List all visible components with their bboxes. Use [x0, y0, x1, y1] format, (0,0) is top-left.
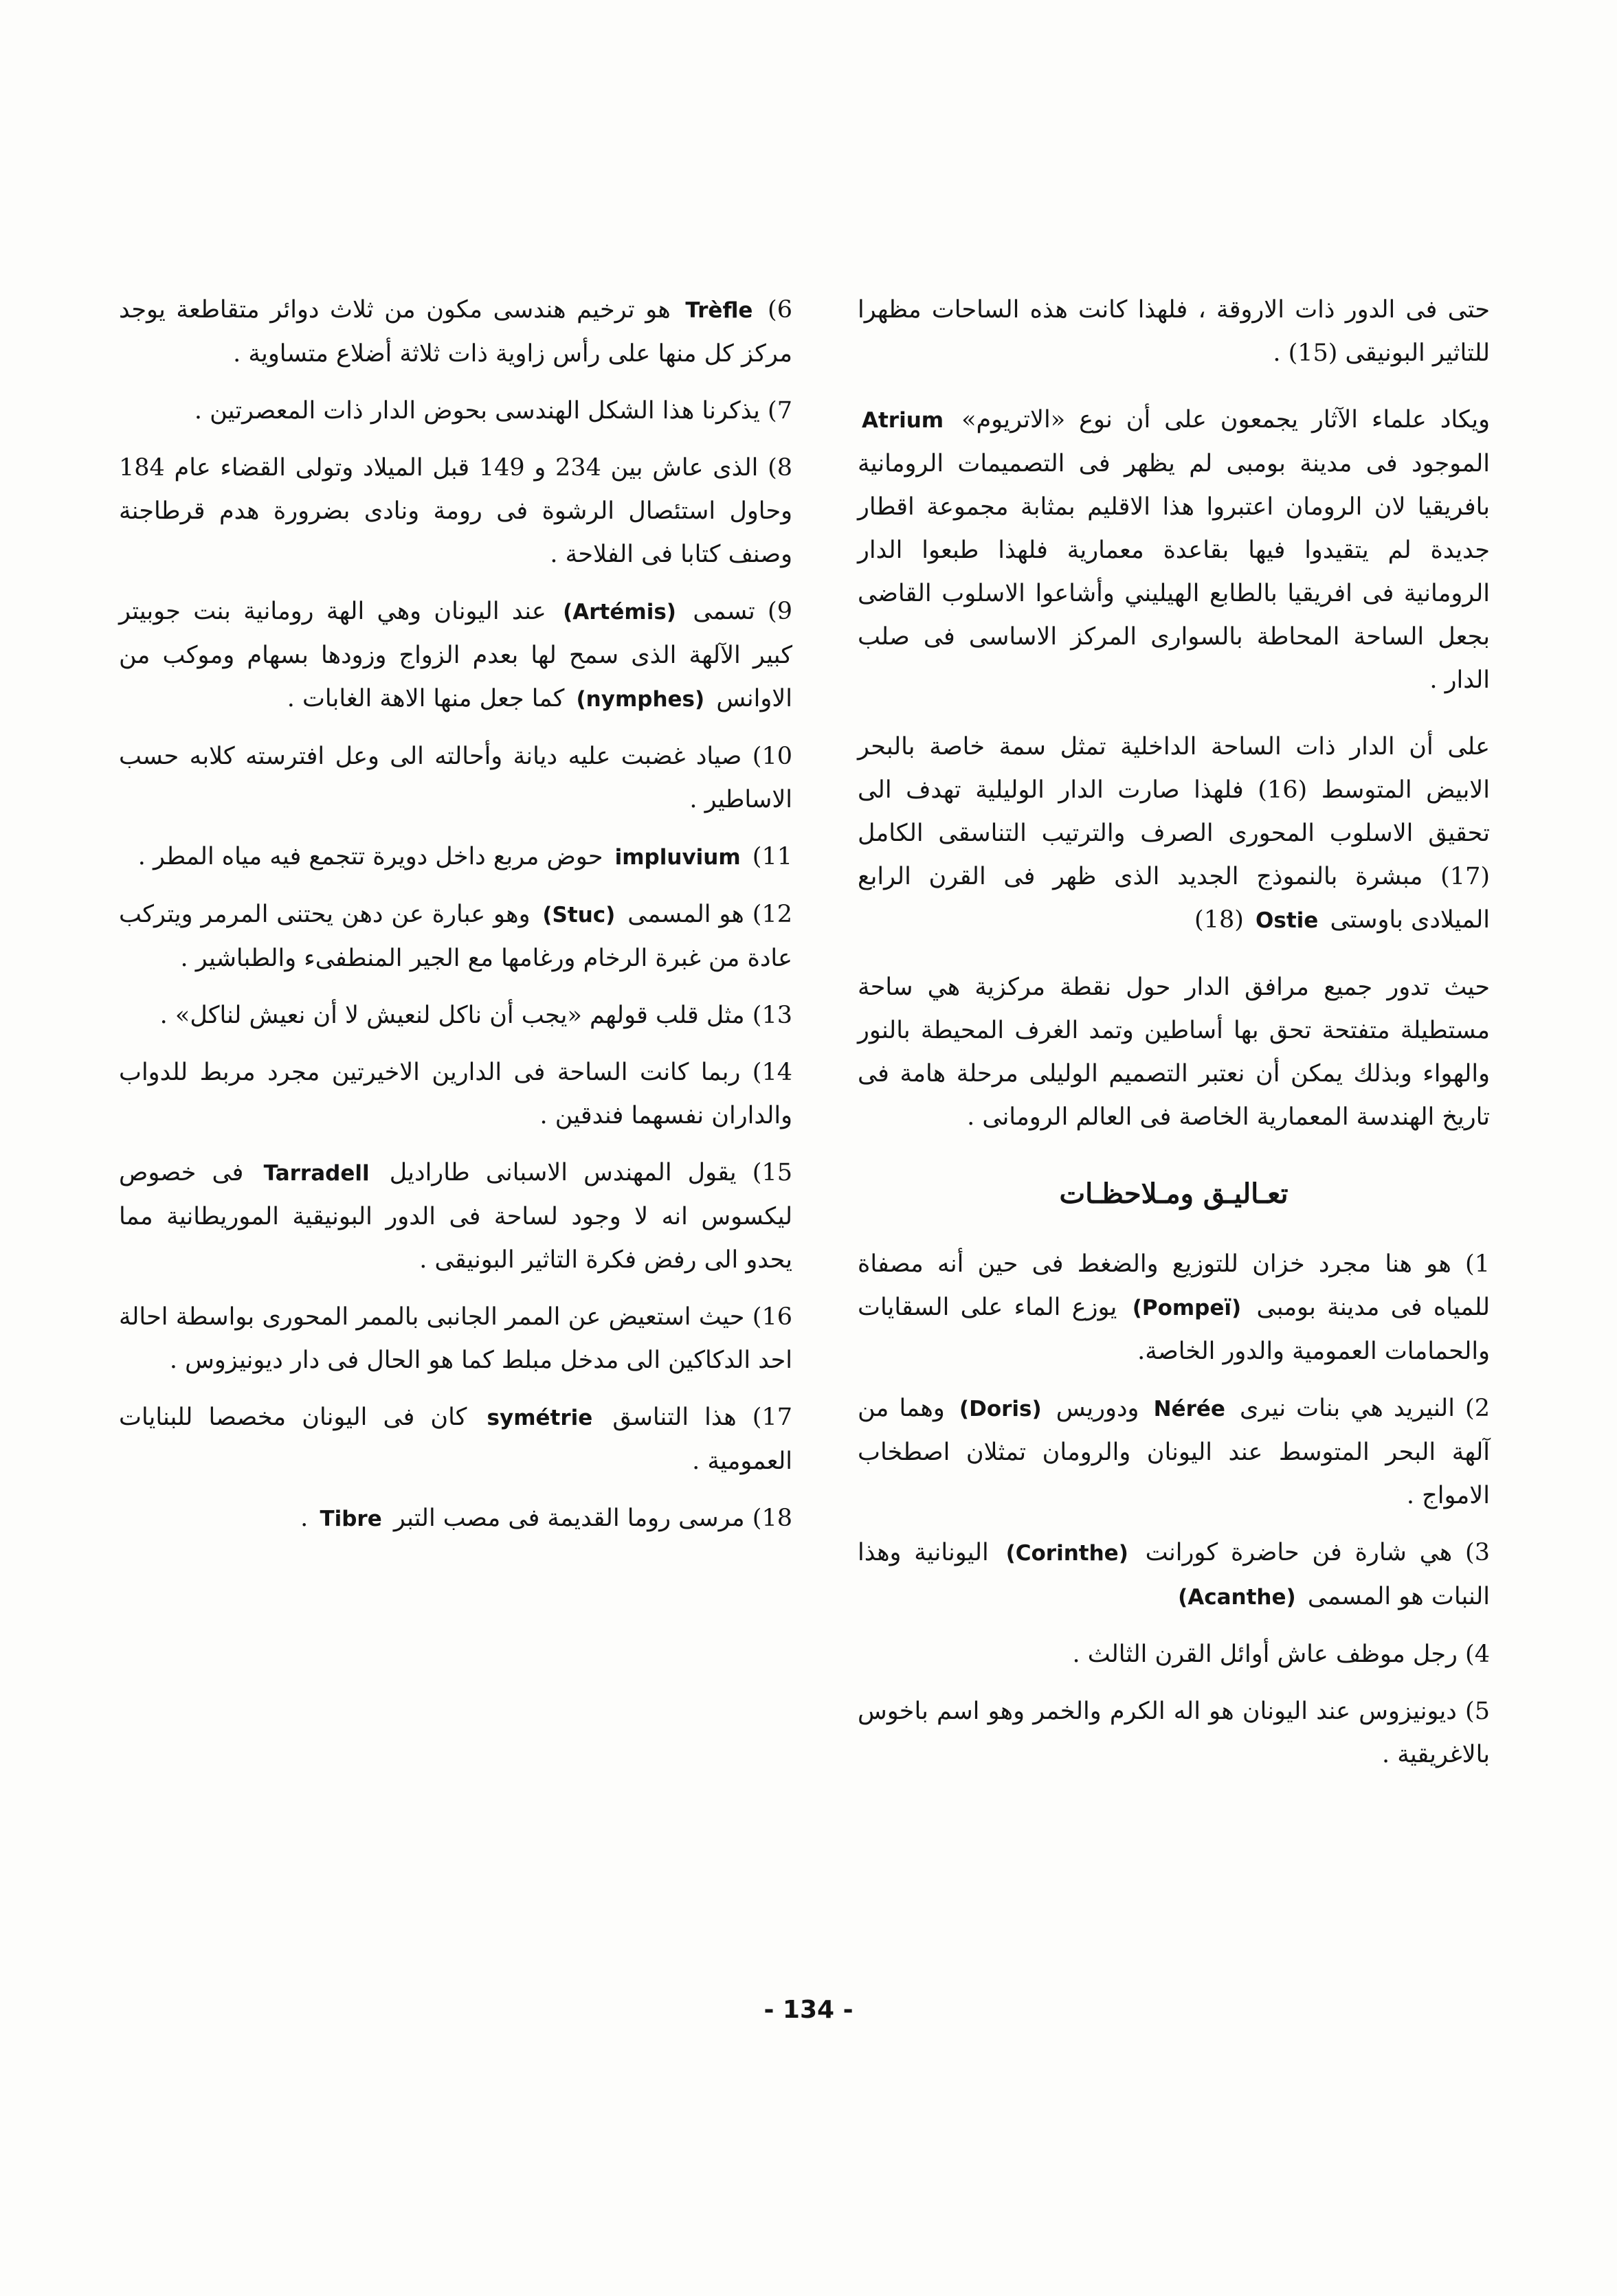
endnote	[119, 447, 792, 576]
endnote	[119, 835, 792, 879]
endnote	[119, 893, 792, 980]
latin-term: Tarradell	[263, 1161, 370, 1186]
latin-term: (Acanthe)	[1178, 1585, 1296, 1610]
endnote	[858, 1243, 1490, 1373]
endnote	[119, 1497, 792, 1541]
text-run: 6)	[768, 296, 792, 324]
text-run: 16) حيث استعيض عن الممر الجانبى بالممر المحورى بواسطة احالة احد الدكاكين الى مدخل مبلط كما هو الحال فى دار ديونيزوس .	[119, 1303, 792, 1374]
latin-term: Atrium	[862, 408, 944, 433]
text-run: وهو عبارة عن دهن يحتنى المرمر ويتركب عادة من غبرة الرخام ورغامها مع الجير المنطفىء والطباشير .	[119, 901, 792, 972]
endnote	[119, 289, 792, 376]
endnote	[119, 1396, 792, 1483]
text-run: ودوريس	[1056, 1395, 1139, 1422]
text-run: 12) هو المسمى	[627, 901, 792, 928]
endnote	[858, 1633, 1490, 1676]
body-paragraph	[858, 966, 1490, 1139]
endnote	[119, 1051, 792, 1138]
text-run: 17) هذا التناسق	[612, 1404, 792, 1431]
text-run: اليونانية وهذا النبات هو المسمى	[858, 1539, 1490, 1610]
text-run: 3) هي شارة فن حاضرة كورانت	[1145, 1539, 1490, 1566]
text-run: حيث تدور جميع مرافق الدار حول نقطة مركزية هي ساحة مستطيلة متفتحة تحق بها أساطين وتمد الغرف المحيطة بالنور والهواء وبذلك يمكن أن نعتبر التصميم الوليلى مرحلة هامة فى تاريخ الهندسة المعمارية الخاصة فى العالم الرومانى .	[858, 973, 1490, 1131]
text-run: .	[300, 1505, 309, 1532]
latin-term: (Artémis)	[563, 600, 676, 624]
notes-list-left	[119, 289, 792, 1541]
endnote	[119, 994, 792, 1037]
text-run: 11)	[752, 843, 792, 870]
text-run: 8) الذى عاش بين 234 و 149 قبل الميلاد وتولى القضاء عام 184 وحاول استئصال الرشوة فى رومة ونادى بضرورة هدم قرطاجنة وصنف كتابا فى الفلاحة .	[119, 454, 792, 568]
text-run: ويكاد علماء الآثار يجمعون على أن نوع «الاتريوم»	[961, 406, 1490, 434]
body-paragraph	[858, 289, 1490, 375]
endnote	[858, 1387, 1490, 1518]
latin-term: (Stuc)	[542, 903, 616, 927]
text-run: فى خصوص ليكسوس انه لا وجود لساحة فى الدور البونيقية الموريطانية مما يحدو الى رفض فكرة التاثير البونيقى .	[119, 1159, 792, 1274]
text-run: 5) ديونيزوس عند اليونان هو اله الكرم والخمر وهو اسم باخوس بالاغريقية .	[858, 1698, 1490, 1768]
text-run: كان فى اليونان مخصصا للبنايات العمومية .	[119, 1404, 792, 1475]
endnote	[119, 1296, 792, 1382]
left-column	[119, 289, 792, 1555]
text-run: 15) يقول المهندس الاسبانى طاراديل	[389, 1159, 792, 1186]
endnote	[119, 735, 792, 822]
text-run: وهما من آلهة البحر المتوسط عند اليونان والرومان تمثلان اصطخاب الامواج .	[858, 1395, 1491, 1509]
text-run: عند اليونان وهي الهة رومانية بنت جوبيتر كبير الآلهة الذى سمح لها بعدم الزواج وزودها بسهام وموكب من الاوانس	[119, 598, 792, 712]
text-run: الموجود فى مدينة بومبى لم يظهر فى التصميمات الرومانية بافريقيا لان الرومان اعتبروا هذا الاقليم بمثابة مجموعة اقطار جديدة لم يتقيدوا فيها بقاعدة معمارية فلهذا طبعوا الدار الرومانية فى افريقيا بالطابع الهيليني وأشاعوا الاسلوب القاضى بجعل الساحة المحاطة بالسوارى المركز الاساسى فى صلب الدار .	[858, 450, 1490, 694]
latin-term: Ostie	[1256, 908, 1319, 933]
text-run: (18)	[1194, 906, 1244, 934]
text-run: حتى فى الدور ذات الاروقة ، فلهذا كانت هذه الساحات مظهرا للتاثير البونيقى (15) .	[858, 296, 1490, 367]
text-run: 7) يذكرنا هذا الشكل الهندسى بحوض الدار ذات المعصرتين .	[194, 397, 792, 425]
text-run: 1) هو هنا مجرد خزان للتوزيع والضغط فى حين أنه مصفاة للمياه فى مدينة بومبى	[858, 1250, 1490, 1321]
text-run: على أن الدار ذات الساحة الداخلية تمثل سمة خاصة بالبحر الابيض المتوسط (16) فلهذا صارت الدار الوليلية تهدف الى تحقيق الاسلوب المحورى الصرف والترتيب التناسقى الكامل (17) مبشرة بالنموذج الجديد الذى ظهر فى القرن الرابع الميلادى باوستى	[858, 733, 1490, 934]
latin-term: (Pompeï)	[1132, 1296, 1242, 1320]
endnote	[119, 390, 792, 433]
latin-term: Trèfle	[685, 298, 753, 323]
latin-term: Tibre	[320, 1507, 382, 1531]
text-run: 13) مثل قلب قولهم «يجب أن ناكل لنعيش لا أن نعيش لناكل» .	[159, 1002, 792, 1029]
text-run: 14) ربما كانت الساحة فى الدارين الاخيرتين مجرد مربط للدواب والداران نفسهما فندقين .	[119, 1059, 792, 1129]
endnote	[858, 1531, 1490, 1619]
text-run: 10) صياد غضبت عليه ديانة وأحالته الى وعل افترسته كلابه حسب الاساطير .	[119, 743, 792, 813]
notes-heading: تعـاليـق ومـلاحظـات	[1059, 1178, 1289, 1210]
text-run: 18) مرسى روما القديمة فى مصب التبر	[393, 1505, 792, 1532]
latin-term: symétrie	[487, 1406, 593, 1430]
latin-term: (nymphes)	[576, 687, 705, 712]
body-paragraph	[858, 725, 1490, 943]
text-run: حوض مربع داخل دويرة تتجمع فيه مياه المطر .	[137, 843, 603, 870]
notes-list-right	[858, 1243, 1490, 1777]
text-run: 2) النيريد هي بنات نيرى	[1240, 1395, 1490, 1422]
text-run: 4) رجل موظف عاش أوائل القرن الثالث .	[1072, 1641, 1490, 1668]
page-number: - 134 -	[763, 1996, 854, 2024]
text-run: كما جعل منها الاهة الغابات .	[287, 685, 565, 712]
latin-term: Nérée	[1153, 1397, 1225, 1421]
latin-term: (Doris)	[959, 1397, 1042, 1421]
endnote	[119, 1151, 792, 1282]
body-text	[858, 289, 1490, 1139]
latin-term: (Corinthe)	[1005, 1541, 1128, 1566]
text-run: هو ترخيم هندسى مكون من ثلاث دوائر متقاطعة يوجد مركز كل منها على رأس زاوية ذات ثلاثة أضلاع متساوية .	[119, 296, 792, 368]
text-run: 9) تسمى	[693, 598, 792, 625]
text-run: يوزع الماء على السقايات والحمامات العمومية والدور الخاصة.	[858, 1294, 1490, 1365]
latin-term: impluvium	[614, 845, 741, 870]
body-paragraph	[858, 398, 1490, 702]
endnote	[858, 1690, 1490, 1777]
endnote	[119, 590, 792, 721]
right-column	[858, 289, 1490, 1790]
